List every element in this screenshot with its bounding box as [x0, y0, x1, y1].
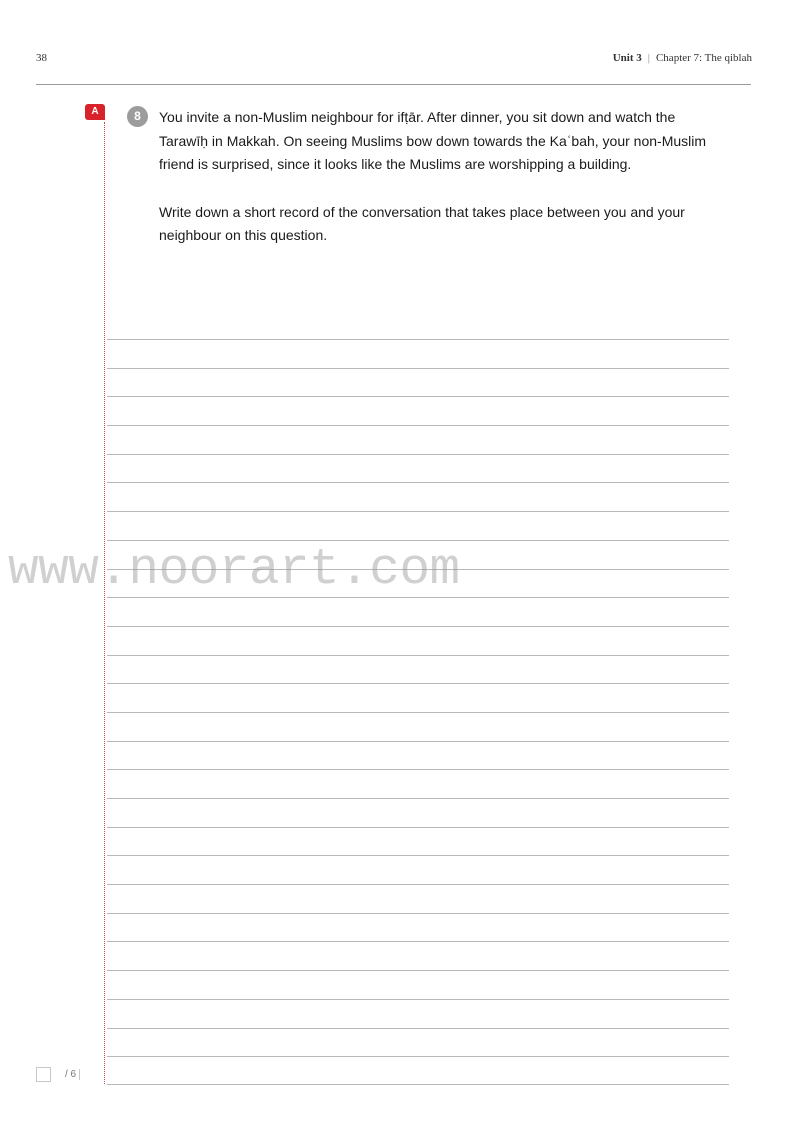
answer-line[interactable] — [107, 597, 729, 626]
score-total: / 6 — [65, 1069, 80, 1080]
answer-line[interactable] — [107, 454, 729, 483]
question-paragraph-1: You invite a non-Muslim neighbour for ifṭār. After dinner, you sit down and watch the Tarawīḥ in Makkah. On seeing Muslims bow down towards the Kaʿbah, your non-Muslim friend is surprised, since it looks like the Muslims are worshipping a building. — [159, 109, 707, 172]
answer-line[interactable] — [107, 941, 729, 970]
question-number: 8 — [127, 106, 148, 127]
answer-line[interactable] — [107, 855, 729, 884]
answer-line[interactable] — [107, 655, 729, 684]
answer-line[interactable] — [107, 769, 729, 798]
level-badge: A — [85, 104, 105, 120]
question-text — [159, 106, 719, 248]
answer-line[interactable] — [107, 482, 729, 511]
page-header — [36, 52, 752, 70]
answer-line[interactable] — [107, 511, 729, 540]
answer-line[interactable] — [107, 368, 729, 397]
answer-line[interactable] — [107, 884, 729, 913]
answer-line[interactable] — [107, 970, 729, 999]
answer-line[interactable] — [107, 339, 729, 368]
answer-line[interactable] — [107, 1056, 729, 1085]
unit-label: Unit 3 — [612, 52, 642, 64]
header-separator: | — [647, 52, 650, 64]
answer-lines[interactable] — [107, 339, 729, 1085]
answer-line[interactable] — [107, 626, 729, 655]
answer-line[interactable] — [107, 425, 729, 454]
score-input[interactable] — [36, 1067, 51, 1082]
running-head — [613, 52, 752, 64]
answer-line[interactable] — [107, 913, 729, 942]
watermark: www.noorart.com — [8, 542, 460, 599]
margin-line — [104, 122, 105, 1084]
answer-line[interactable] — [107, 999, 729, 1028]
answer-line[interactable] — [107, 798, 729, 827]
answer-line[interactable] — [107, 1028, 729, 1057]
answer-line[interactable] — [107, 683, 729, 712]
chapter-label: Chapter 7: The qiblah — [655, 52, 752, 64]
question-paragraph-2: Write down a short record of the conversation that takes place between you and your neighbour on this question. — [159, 203, 685, 243]
page-number: 38 — [36, 52, 47, 64]
header-rule — [36, 84, 751, 85]
answer-line[interactable] — [107, 712, 729, 741]
answer-line[interactable] — [107, 396, 729, 425]
score-box — [36, 1067, 80, 1082]
answer-line[interactable] — [107, 827, 729, 856]
answer-line[interactable] — [107, 741, 729, 770]
